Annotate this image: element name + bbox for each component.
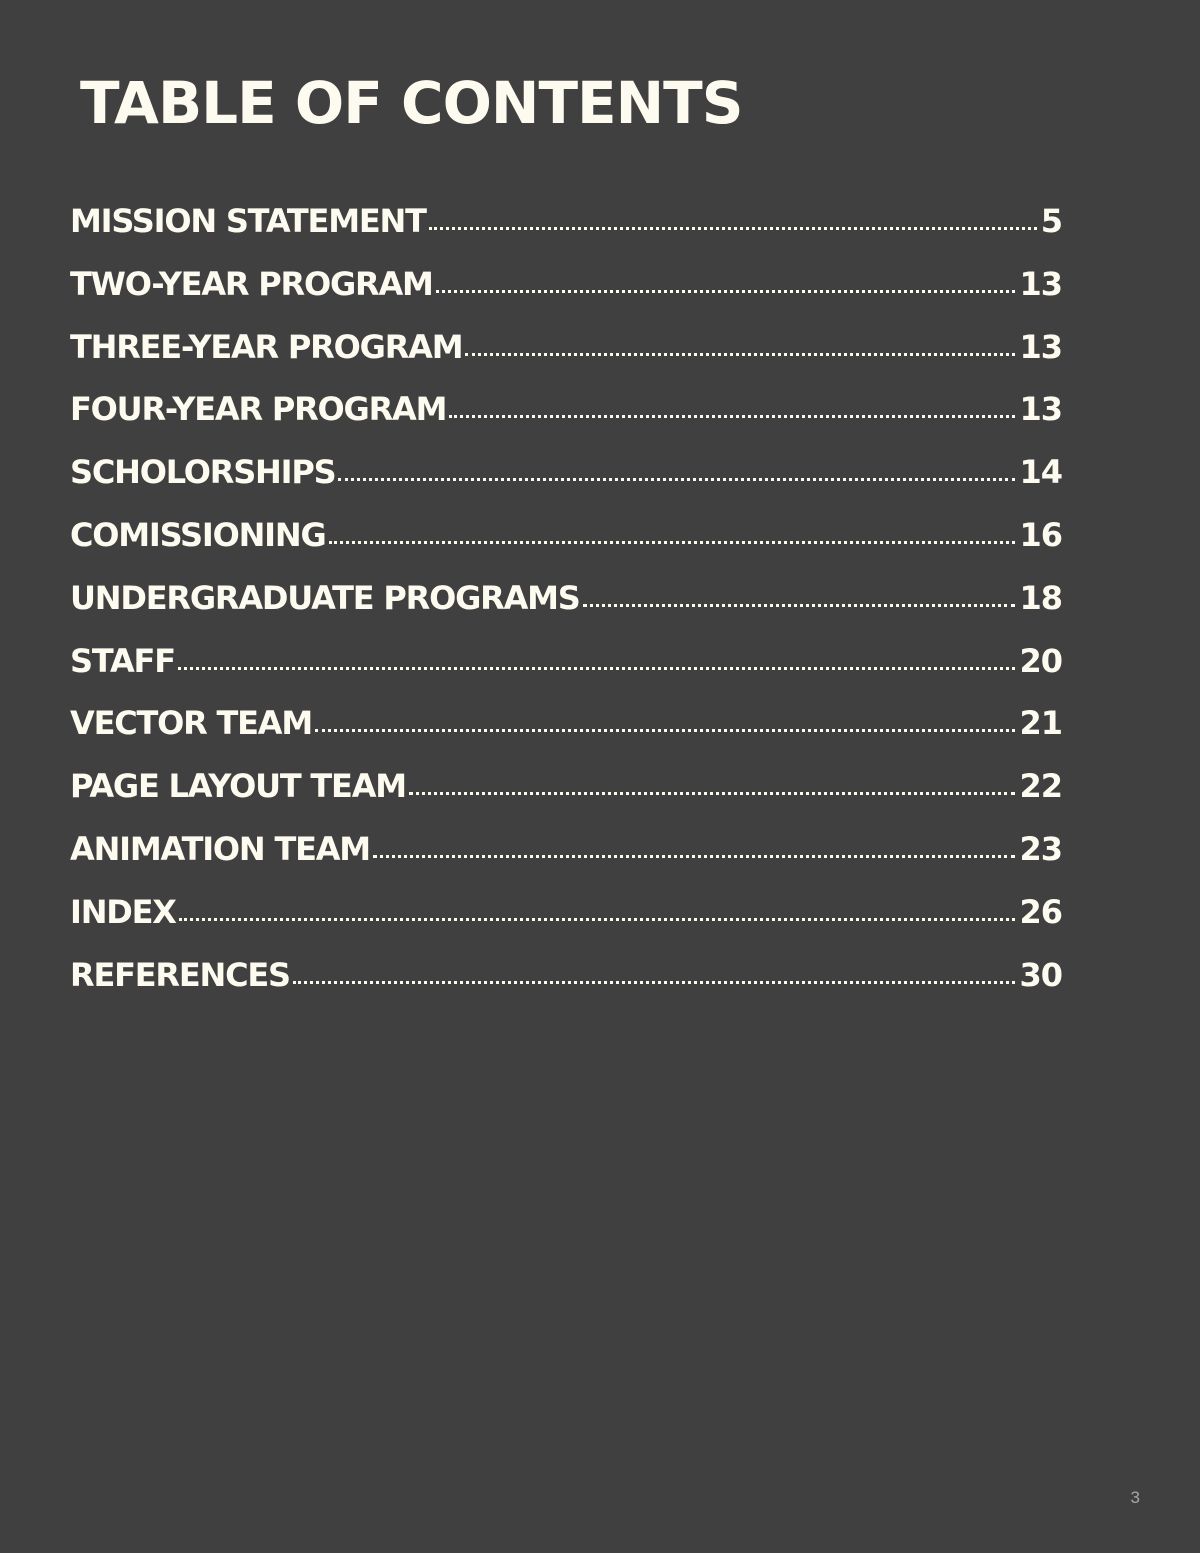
toc-entry-label: ANIMATION TEAM	[70, 829, 370, 868]
toc-entry-references[interactable]	[70, 949, 1062, 1012]
toc-entry-label: COMISSIONING	[70, 515, 326, 554]
dot-leader	[409, 791, 1016, 795]
dot-leader	[338, 477, 1015, 481]
dot-leader	[329, 540, 1016, 544]
toc-entry-page: 23	[1019, 829, 1062, 868]
toc-entry-scholorships[interactable]	[70, 446, 1062, 509]
page-title: TABLE OF CONTENTS	[80, 69, 743, 137]
toc-entry-label: THREE-YEAR PROGRAM	[70, 327, 463, 366]
toc-entry-label: VECTOR TEAM	[70, 704, 313, 743]
toc-entry-comissioning[interactable]	[70, 509, 1062, 572]
toc-entry-page: 13	[1019, 327, 1062, 366]
toc-entry-mission-statement[interactable]	[70, 195, 1062, 258]
toc-entry-staff[interactable]	[70, 635, 1062, 698]
toc-entry-page: 20	[1019, 641, 1062, 680]
page-number: 3	[1130, 1488, 1140, 1507]
dot-leader	[179, 917, 1016, 921]
toc-entry-label: SCHOLORSHIPS	[70, 453, 336, 492]
toc-entry-page: 14	[1019, 453, 1062, 492]
toc-entry-page: 18	[1019, 578, 1062, 617]
toc-entry-page: 22	[1019, 767, 1062, 806]
dot-leader	[315, 728, 1015, 732]
dot-leader	[373, 854, 1016, 858]
toc-entry-label: MISSION STATEMENT	[70, 202, 426, 240]
dot-leader	[436, 289, 1016, 293]
toc-entry-page: 26	[1019, 892, 1062, 931]
dot-leader	[583, 603, 1016, 607]
toc-entry-page: 13	[1019, 264, 1062, 303]
toc-entry-three-year-program[interactable]	[70, 321, 1062, 384]
toc-entry-undergraduate-programs[interactable]	[70, 572, 1062, 635]
toc-entry-page: 5	[1040, 202, 1062, 240]
toc-entry-four-year-program[interactable]	[70, 383, 1062, 446]
toc-entry-label: UNDERGRADUATE PROGRAMS	[70, 578, 580, 617]
toc-entry-label: PAGE LAYOUT TEAM	[70, 767, 406, 806]
toc-entry-label: TWO-YEAR PROGRAM	[70, 264, 433, 303]
toc-entry-label: FOUR-YEAR PROGRAM	[70, 390, 447, 429]
toc-entry-animation-team[interactable]	[70, 823, 1062, 886]
toc-entry-index[interactable]	[70, 886, 1062, 949]
toc-entry-page-layout-team[interactable]	[70, 760, 1062, 823]
toc-entry-two-year-program[interactable]	[70, 258, 1062, 321]
toc-entry-page: 30	[1019, 955, 1062, 994]
toc-entry-label: REFERENCES	[70, 955, 290, 994]
toc-entry-page: 13	[1019, 390, 1062, 429]
dot-leader	[178, 666, 1016, 670]
toc-entry-label: STAFF	[70, 641, 175, 680]
toc-entry-vector-team[interactable]	[70, 697, 1062, 760]
toc-entry-page: 16	[1019, 515, 1062, 554]
dot-leader	[449, 414, 1015, 418]
table-of-contents	[70, 195, 1062, 1011]
toc-entry-page: 21	[1019, 704, 1062, 743]
dot-leader	[293, 980, 1016, 984]
toc-entry-label: INDEX	[70, 892, 176, 931]
dot-leader	[429, 226, 1037, 230]
dot-leader	[465, 352, 1015, 356]
